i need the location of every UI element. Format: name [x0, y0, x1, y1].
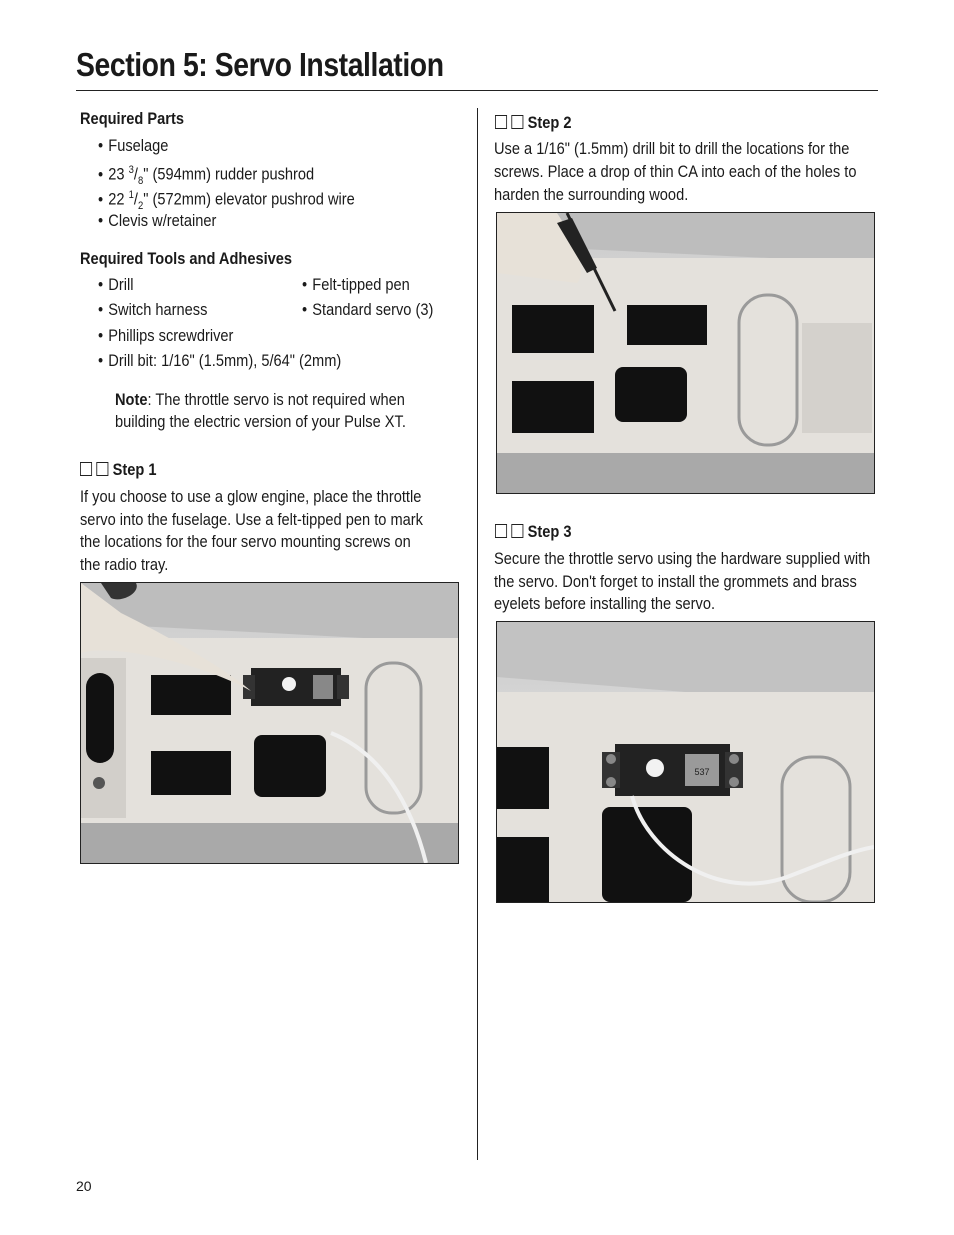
step-2-text: harden the surrounding wood. [494, 185, 689, 204]
required-parts-heading: Required Parts [80, 109, 185, 128]
step-1-text: the locations for the four servo mounting screws on [80, 532, 411, 551]
title-rule [76, 90, 878, 91]
step-2-text: Use a 1/16" (1.5mm) drill bit to drill the locations for the [494, 139, 850, 158]
step-1-heading: Step 1 [80, 460, 157, 480]
list-item: • Standard servo (3) [302, 298, 433, 321]
required-tools-heading: Required Tools and Adhesives [80, 249, 293, 268]
step-3-heading: Step 3 [495, 522, 572, 542]
step-3-illustration [497, 622, 874, 902]
step-3-text: Secure the throttle servo using the hardware supplied with [494, 549, 871, 568]
list-item: • 22 $^1/_2$" (572mm) elevator pushrod wire [98, 184, 355, 218]
checkbox-icon [96, 462, 108, 476]
servo-label: 537 [694, 767, 710, 777]
checkbox-icon [511, 524, 523, 538]
step-1-text: the radio tray. [80, 555, 169, 574]
list-item: • Felt-tipped pen [302, 273, 410, 296]
step-2-illustration [497, 213, 874, 493]
step-3-text: eyelets before installing the servo. [494, 594, 716, 613]
list-item: • Fuselage [98, 134, 168, 157]
checkbox-icon [80, 462, 92, 476]
checkbox-icon [495, 524, 507, 538]
list-item: • 23 $^3/_8$" (594mm) rudder pushrod [98, 159, 314, 193]
step-1-text: servo into the fuselage. Use a felt-tipped pen to mark [80, 510, 423, 529]
note-line: Note: The throttle servo is not required when [115, 390, 405, 409]
step-1-illustration [81, 583, 458, 863]
list-item: • Switch harness [98, 298, 207, 321]
servo-icon [602, 744, 743, 796]
note-line: building the electric version of your Pulse XT. [115, 412, 406, 431]
checkbox-icon [511, 115, 523, 129]
page-title: Section 5: Servo Installation [76, 46, 444, 83]
step-3-photo [496, 621, 875, 903]
step-2-heading: Step 2 [495, 113, 572, 133]
step-1-photo [80, 582, 459, 864]
list-item: • Phillips screwdriver [98, 324, 233, 347]
step-3-text: the servo. Don't forget to install the grommets and brass [494, 572, 857, 591]
column-divider [477, 108, 478, 1160]
page-number: 20 [76, 1178, 92, 1194]
servo-icon [243, 668, 349, 706]
step-2-text: screws. Place a drop of thin CA into each of the holes to [494, 162, 857, 181]
list-item: • Drill bit: 1/16" (1.5mm), 5/64" (2mm) [98, 349, 341, 372]
checkbox-icon [495, 115, 507, 129]
step-1-text: If you choose to use a glow engine, place the throttle [80, 487, 422, 506]
step-2-photo [496, 212, 875, 494]
list-item: • Clevis w/retainer [98, 209, 216, 232]
list-item: • Drill [98, 273, 133, 296]
